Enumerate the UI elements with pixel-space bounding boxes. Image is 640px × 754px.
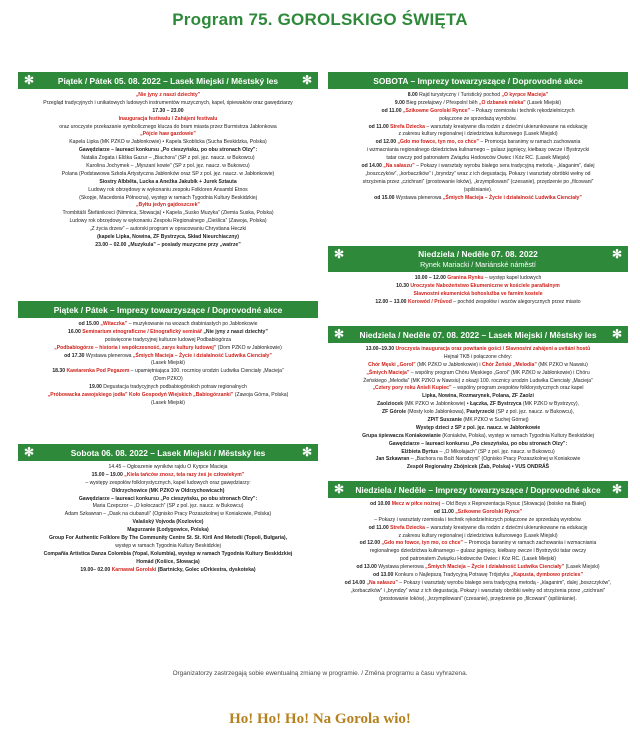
section-header-sunday-side-events [328,481,628,498]
program-text: Wystawa plenerowa [376,564,426,571]
program-line [332,525,624,531]
program-text: Sobota 06. 08. 2022 – Lasek Miejski / Městský les [70,447,266,458]
section-sunday-side-events [328,498,628,609]
program-text: występ w ramach Tygodnia Kultury Beskidzkiej [115,542,221,549]
section-saturday [18,461,318,579]
program-text: Compañía Artística Danza Colombia (Yopal, Kolumbia), występ w ramach Tygodnia Kultury Beskidzkiej [43,550,293,557]
program-text: od 11.00 [381,107,402,114]
program-text: „Gdo mo fowce, tyn mo, co chce” [396,139,479,146]
program-text: „korbaczików” i „bryndzy” wraz z ich degustacją. Pokazy i warsztaty obróbki wełny od strzyżenia przez „czichrani” [350,587,606,594]
section-header-friday [18,72,318,89]
program-line [332,572,624,578]
program-line [332,449,624,455]
program-text: Niedziela / Neděle 07. 08. 2022 – Lasek Miejski / Městský les [359,329,597,340]
program-text: – wspólny program Chóru Męskiego „Gorol” (MK PZKO w Jabłonkowie) i Chóru [409,369,590,376]
program-text: – Promocja baraniny w ramach zachowania i wzmacniania [462,540,597,547]
festival-motto: Ho! Ho! Ho! Na Gorola wio! [229,711,411,727]
program-text: Pastyrzecki [466,409,495,416]
program-text: Lipka, Nowina, Rozmarynek, Polana, ZF Zaolzi [422,393,534,400]
program-text: od 15.00 [374,194,395,201]
program-line [22,353,314,359]
program-line [332,100,624,106]
program-line [332,417,624,423]
program-line [22,392,314,398]
section-sunday-park [328,343,628,481]
program-text: „Kiela tańców znosz, tela razy żeś je człowiekym” [124,471,245,478]
program-text: Ludowy rok obrzędowy w wykonaniu Zespołu Regionalnego „Cieślica” (Zawoja, Polska) [69,218,267,225]
program-text: „Na sałaszu” [381,163,415,170]
program-text: 18.30 [52,368,66,375]
program-text: Seminarium etnograficzne / Etnografický seminář [82,328,202,335]
program-text: (MK PZKO w Nawsiu) [536,361,588,368]
section-header-saturday-side-events [328,72,628,89]
program-text: (MK PZKO w Jabłonkowie) • [403,401,470,408]
program-text: Ludowy rok obrzędowy w wykonaniu zespołu Folkloren Ansambl Etnos [88,186,248,193]
snowflake-star-icon: ✻ [611,327,622,341]
program-text: (Mosty koło Jabłonkowa), [406,409,467,416]
program-text: – warsztaty kreatywne dla rodzin z dziećmi ukierunkowane na edukację [424,123,588,130]
program-text: – muzykowanie na wozach drabiniastych po Jabłonkowie [127,321,258,327]
program-text: Gawędziarze – laureaci konkursu „Po cieszyńsku, po obu stronach Olzy”: [388,440,568,447]
program-text: 17.30 – 23.00 [152,107,184,114]
program-line [22,472,314,478]
program-text: Wystawa plenerowa [394,194,443,201]
program-text: Bieg przełajowy / Přespolní běh [404,99,479,106]
program-text: 14.45 – Ogłoszenie wyników rajdu O Kyrpce Macieja [108,464,228,470]
program-text: „Podbabiogórze – historia i współczesność, zarys kultury ludowej” [54,344,217,351]
program-text: ZF Górole [382,409,407,416]
program-text: „Próbowacka zawojskiego jodła” Koło Gospodyń Wiejskich „Babiogórzanki” [47,392,234,399]
disclaimer-note: Organizatorzy zastrzegają sobie ewentualną zmianę w programie. / Změna programu a času vyhrazena. [172,670,468,677]
program-line [332,163,624,169]
program-line [22,321,314,327]
program-text: Jan Szkawran [375,456,410,463]
program-text: Siostry Albběta, Lucka a Anežka Jakubík + Jurek Sztauta [99,178,237,185]
program-text: Niedziela / Neděle – Imprezy towarzyszące / Doprovodné akce [355,484,601,495]
program-text: od 11.00 [433,508,454,515]
program-text: (Zawoja Górna, Polska) [233,392,289,399]
program-text: od 15.00 [78,321,99,327]
program-text: Zespół Regionalny Zbójnicek (Żab, Polska) • VUS ONDRÁŠ [406,464,550,471]
program-text: (prostowanie loków), „krzympilowani” (czesanie), przędzenie po „filcowani” (spilśnianie). [379,595,577,602]
program-line [332,92,624,98]
program-text: 13.00–19.30 [365,346,396,352]
program-text: – Pokazy i warsztaty wyrobu białego sera tradycyjną metodą - „klaganim”, dalej [414,163,595,170]
program-text: „Cztery pory roku Anieli Kupiec” [372,385,452,392]
program-text: Group For Authentic Folklore By The Community Centre St. St. Kiril And Metodii (Topoli, Bułgaria), [48,535,288,542]
program-text: (Koniaków, Polska), występ w ramach Tygodnia Kultury Beskidzkiej [440,432,594,439]
program-line [332,139,624,145]
program-text: Inauguracja festiwalu / Zahájení festivalu [118,115,218,122]
program-text: – występ kapel ludowych [483,275,542,281]
program-line [332,564,624,570]
program-text: – Pokazy i warsztaty wyrobu białego sera tradycyjną metodą - „klaganim”, dalej „boszczyków”, [397,579,612,586]
program-text: Trombitáši Štefánikovci (Nimnica, Słowacja) • Kapela „Susko Muzyka” (Ziemia Suska, Polska) [62,210,274,217]
program-text: Chór Męski „Gorol” [368,361,416,368]
program-text: połączone ze sprzedażą wyrobów. [439,115,517,122]
program-text: Gawędziarze – laureaci konkursu „Po cieszyńsku, po obu stronach Olzy”: [78,495,258,502]
program-text: (Dom PZKO w Jabłonkowie) [216,344,282,351]
program-line [22,345,314,351]
program-text: 10.00 – 12.00 [414,275,448,281]
program-text: (Dom PZKO) [153,376,183,383]
program-text: (kapele Lipka, Nowina, ZF Bystrzyca, Skład Nieurchiaczny) [97,234,239,241]
program-text: 9.00 [394,99,405,106]
program-text: 19.00– 02.00 [80,566,111,573]
program-text: tatar owczy pod patronatem Związku Hodowców Owiec i Kóz RC. (Lasek Miejski) [386,155,570,162]
program-line [332,501,624,507]
program-text: Mecz w piłce nożnej [390,501,441,507]
program-text: „Nie jyny z naszi dziechty” [135,92,201,98]
program-text: „Śmiych Macieja – Życie i działalność Ludwika Cienciały” [442,194,582,201]
program-line [22,384,314,390]
program-text: „Nie jyny z naszi dziechty” [201,328,268,335]
program-text: Oldrzychowice (MK PZKO w Oldrzychowicach) [111,487,225,494]
program-text: Karolina Jochymek – „Myszaní kowie” (SP z pol. jęz. naucz. w Bukowcu) [86,163,250,170]
program-text: „Gdo mo fowce, tyn mo, co chce” [380,540,463,547]
program-text: i wzmacniania regionalnego dziedzictwa kulinarnego – gulasz jagnięcy, kiełbasy owcze i Bystrzycki [366,147,590,154]
program-text: 19.00 [89,384,102,391]
program-line [332,346,624,352]
program-text: Niedziela / Neděle 07. 08. 2022 [418,249,538,259]
program-text: „boszczyków”, „korbaczików” i „bryndzy” wraz z ich degustacją. Pokazy i warsztaty obróbki wełny od [365,170,591,177]
program-text: Elżbieta Byrtus [401,448,439,455]
program-text: Uroczysta inauguracja oraz powitanie gości / Slavnostní zahájení a uvítání hostů [395,346,591,352]
program-text: „Na sałaszu” [365,579,398,586]
program-text: (Bartnicky, Golec uOrkiestra, dyskoteka) [156,566,256,573]
snowflake-star-icon: ✻ [24,73,35,87]
program-text: Korowód / Průvod [407,298,452,305]
snowflake-star-icon: ✻ [334,247,345,261]
program-text: Rajd turystyczny / Turistický pochod [417,92,502,98]
program-text: – „Bachora na Boži Narodzyni” (Ognisko Pracy Pozaszkolnej w Koniakowie [409,456,581,463]
program-text: (Lasek Miejski) [151,360,185,367]
program-line [332,401,624,407]
program-text: – Old Boys x Reprezentacja Rysuc (Słowacja) (boisko na Białej) [440,501,587,507]
program-text: Karnawał Gorolski [111,566,157,573]
program-text: (Lasek Miejski) [151,399,185,406]
program-line [332,540,624,546]
program-text: „O kyrpce Macieja” [501,92,549,98]
left-column [18,72,318,579]
program-text: – Promocja baranimy w ramach zachowania [478,139,581,146]
program-line [332,283,624,289]
section-header-sunday-square [328,246,628,272]
program-text: 15.00 – 19.00 [91,471,123,478]
program-text: „Witaczka” [100,321,128,327]
program-text: „Kapusta, dymbowo przicies” [510,572,584,579]
program-text: Slavnostní ekumenická bohoslužba ve farním kostele [413,290,543,297]
program-text: Żeńskiego „Melodia” (MK PZKO w Nawsiu) z okazji 100. rocznicy urodzin Ludwika Cienciały „Macieja” [363,377,593,384]
program-text: Natalia Zogata i Eliška Gazur – „Biachora” (SP z pol. jęz. naucz. w Bukowcu) [81,155,255,162]
section-header-sunday-park [328,326,628,343]
program-text: Maria Czepczor – „O kołoczach” (SP z pol. jęz. naucz. w Bukowcu) [92,503,244,510]
snowflake-star-icon: ✻ [334,482,345,496]
program-text: – warsztaty kreatywne dla rodzin z dziećmi ukierunkowane na edukację [424,524,588,531]
program-text: Piątek / Pátek 05. 08. 2022 – Lasek Miejski / Městský les [57,75,279,86]
program-line [332,124,624,130]
snowflake-star-icon: ✻ [24,445,35,459]
program-line [332,385,624,391]
program-text: (spilśnianie). [463,186,493,193]
program-text: „Śmiych Macieja – Życie i działalność Ludwika Cienciały” [132,352,272,359]
snowflake-star-icon: ✻ [611,247,622,261]
snowflake-star-icon: ✻ [611,482,622,496]
program-text: „Szikowne Gorolski Rynce” [453,508,523,515]
program-text: Łączka, ZF Bystrzyca [469,401,522,408]
program-text: Granina Rynku [447,275,484,281]
program-text: SOBOTA – Imprezy towarzyszące / Doprovodné akce [373,75,583,86]
section-sunday-square [328,272,628,326]
snowflake-star-icon: ✻ [334,327,345,341]
program-text: – występy zespołów folklorystycznych, kapel ludowych oraz gawędziarzy: [85,479,251,486]
program-text: z zakresu kultury regionalnej i dziedzictwa kulturowego (Lasek Miejski) [398,532,558,539]
program-text: „Pójcie haw gazdowie” [140,131,196,138]
program-text: (Skopje, Macedonia Północna), występ w ramach Tygodnia Kultury Beskidzkiej [79,194,257,201]
program-text: regionalnego dziedzictwa kulinarnego – gulasz jagnięcy, kiełbasy owcze i Bystrzycki tatar owczy [369,548,587,555]
program-text: Uroczyste Nabożeństwo Ekumeniczne w kościele parafialnym [410,282,560,289]
program-text: „Byłtu jedyn gajdoszczek” [136,202,200,209]
section-friday [18,89,318,301]
program-text: strzyżenia przez „czichrani” (prostowanie loków), „krzympilowani” (czesanie), przędzenie po „filcowani” [362,178,594,185]
program-text: od 12.00 [359,540,381,547]
program-text: Chór Żeński „Melodia” [481,361,537,368]
program-text: Przegląd tradycyjnych i unikatowych ludowych instrumentów muzycznych, kapel, śpiewaków oraz gawędziarzy [43,99,293,106]
program-text: Polana (Podstawowa Szkoła Artystyczna Jabłonków oraz SP z pol. jęz. naucz. w Jabłonkowie) [61,170,275,177]
program-text: „O dzbanek mleka” [479,99,526,106]
program-text: Gawędziarze – laureaci konkursu „Po cieszyńsku, po obu stronach Olzy”: [78,147,258,154]
program-text: od 13.00 [356,564,377,571]
program-line [332,108,624,114]
program-text: Piątek / Pátek – Imprezy towarzyszące / Doprovodné akce [53,304,283,315]
program-line [22,567,314,573]
program-text: Homád (Košice, Słowacja) [136,558,200,565]
program-text: z zakresu kultury regionalnej i dziedzictwa kulturowego (Lasek Miejski) [398,131,558,138]
program-text: – pochód zespołów i wozów alegorycznych przez miasto [451,298,581,305]
program-line [332,580,624,586]
program-text: (MK PZKO w Suchej Górnej) [462,417,529,424]
program-text: „Śmiych Macieja” [366,369,410,376]
program-text: Kapela Lipka (MK PZKO w Jabłonkowie) • Kapela Skoblicka (Sucha Beskidzka, Polska) [69,139,267,146]
program-text: Strefa Dziecka [388,123,425,130]
program-text: pod patronatem Związku Hodowców Owiec i Kóz RC. (Lasek Miejski) [400,556,556,563]
program-text: od 10.00 [369,501,391,507]
program-text: ZPiT Suszanie [427,417,462,424]
program-line [332,456,624,462]
page-title: Program 75. GOROLSKIGO ŚWIĘTA [172,10,468,29]
program-text: Występ dzieci z SP z pol. jęz. naucz. w Jabłonkowie [415,424,541,431]
program-text: oraz uroczyste przekazanie symbolicznego klucza do bram miasta przez Burmistrza Jabłonkowa [59,123,277,130]
program-text: Grupa śpiewacza Koniakowianie [362,432,441,439]
program-text: poświęcone tradycyjnej kulturze ludowej Podbabiogórza [104,336,232,343]
program-text: 23.00 – 02.00 „Muzykula” – posiady muzyczne przy „watrze” [95,241,241,248]
program-text: Konkurs o Najlepszą Tradycyjną Potrawę Trójstyku [393,572,511,579]
program-line [22,329,314,335]
program-text: Adam Szkawran – „Dask na ciubanuli” (Ognisko Pracy Pozaszkolnej w Koniakowie, Polska) [64,511,272,518]
program-text: Strefa Dziecka [388,524,425,531]
program-line [332,195,624,201]
program-line [332,362,624,368]
program-text: 12.00 – 13.00 [375,298,408,305]
program-line [332,275,624,281]
section-friday-side-events [18,318,318,444]
program-text: Degustacja tradycyjnych podbabiogórskich potraw regionalnych [101,384,247,391]
program-text: „Szikowne Gorolski Rynce” [402,107,471,114]
program-text: Magurzanie (Łodygowice, Polska) [127,527,209,534]
program-text: 16.00 [68,328,81,335]
program-text: Hejnał TKB i połączone chóry: [443,353,513,360]
program-text: „Z życia drzew” – autorski program w opracowaniu Chrystiana Heczki [89,226,247,233]
program-text: „Śmiych Macieja – Życie i działalność Ludwika Cienciały” [425,564,565,571]
program-text: Zaolziocek [377,401,404,408]
program-text: od 13.00 [372,572,394,579]
section-header-friday-side-events [18,301,318,318]
program-text: Rynek Mariacki / Mariánské náměstí [420,260,536,269]
program-text: 8.00 [407,92,418,98]
snowflake-star-icon: ✻ [301,445,312,459]
program-line [332,509,624,515]
program-line [332,299,624,305]
program-text: (SP z pol. jęz. naucz. w Bukowcu), [494,409,574,416]
program-text: – Pokazy i warsztaty rzemiosła i technik rękodzielniczych połączone ze sprzedażą wyrobów. [374,516,582,523]
program-text: od 14.00 [344,579,366,586]
program-text: (Lasek Miejski) [564,564,600,571]
program-line [332,409,624,415]
right-column [328,72,628,609]
program-text: – upamiętniająca 100. rocznicę urodzin Ludwika Cienciały „Macieja” [129,368,284,375]
program-text: (MK PZKO w Bystrzycy), [521,401,579,408]
program-text: – Pokazy rzemiosła i technik rękodzielniczych [470,107,575,114]
program-text: od 12.00 [375,139,397,146]
program-text: od 14.00 [361,163,382,170]
program-text: od 11.00 [368,524,389,531]
section-header-saturday [18,444,318,461]
program-text: (Lasek Miejski) [525,99,562,106]
program-text: – wspólny program zespołów folklorystycznych oraz kapel [451,385,584,392]
program-text: 10.30 [396,282,411,289]
snowflake-star-icon: ✻ [301,73,312,87]
program-line [332,433,624,439]
program-text: Wystawa plenerowa [84,352,133,359]
program-line [22,368,314,374]
program-text: od 17.30 [64,352,85,359]
program-line [332,370,624,376]
program-text: – „O Mikołajach” (SP z pol. jęz. naucz. w Bukowcu) [438,448,555,455]
program-text: (MK PZKO w Jabłonkowie) i [415,361,482,368]
program-text: od 11.00 [368,123,389,130]
program-text: Kawiarenka Pod Pegazem [66,368,130,375]
program-text: Valašský Vojvoda (Kozlovice) [132,519,204,526]
section-saturday-side-events [328,89,628,246]
